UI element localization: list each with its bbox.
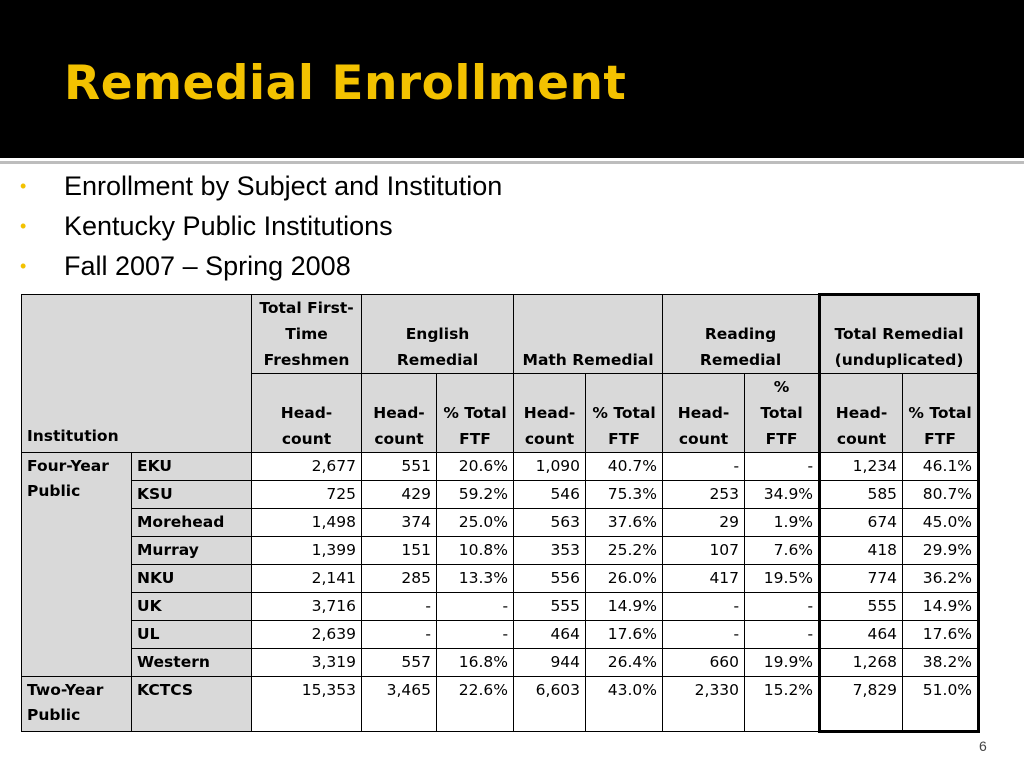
cell-math-headcount: 944 (514, 649, 586, 677)
cell-english-pct: 25.0% (437, 509, 514, 537)
cell-english-pct: 13.3% (437, 565, 514, 593)
remedial-enrollment-table (21, 293, 980, 733)
institution-name: Western (132, 649, 252, 677)
cell-math-pct: 26.0% (586, 565, 663, 593)
cell-math-pct: 17.6% (586, 621, 663, 649)
cell-english-pct: 59.2% (437, 481, 514, 509)
cell-reading-pct: - (745, 593, 820, 621)
bullet-item (20, 248, 502, 288)
institution-name: EKU (132, 453, 252, 481)
cell-total-pct: 46.1% (903, 453, 979, 481)
cell-reading-headcount: - (663, 593, 745, 621)
cell-math-headcount: 353 (514, 537, 586, 565)
cell-math-headcount: 546 (514, 481, 586, 509)
group-label: Four-Year Public (22, 453, 132, 677)
cell-total-pct: 38.2% (903, 649, 979, 677)
bullet-text: Fall 2007 – Spring 2008 (64, 251, 351, 281)
table-row (22, 537, 979, 565)
cell-reading-headcount: 660 (663, 649, 745, 677)
cell-english-headcount: 3,465 (362, 677, 437, 732)
header-pct-total-ftf: % Total FTF (586, 374, 663, 453)
cell-ftf: 1,399 (252, 537, 362, 565)
bullet-item (20, 168, 502, 208)
cell-total-headcount: 1,234 (820, 453, 903, 481)
table-row (22, 649, 979, 677)
cell-math-pct: 25.2% (586, 537, 663, 565)
cell-reading-pct: - (745, 453, 820, 481)
cell-reading-pct: 19.5% (745, 565, 820, 593)
header-headcount: Head-count (514, 374, 586, 453)
cell-total-headcount: 7,829 (820, 677, 903, 732)
cell-total-headcount: 555 (820, 593, 903, 621)
cell-math-headcount: 464 (514, 621, 586, 649)
cell-math-headcount: 1,090 (514, 453, 586, 481)
header-headcount: Head-count (663, 374, 745, 453)
cell-reading-headcount: - (663, 453, 745, 481)
table-row (22, 481, 979, 509)
table-row (22, 509, 979, 537)
group-label: Two-Year Public (22, 677, 132, 732)
cell-math-pct: 40.7% (586, 453, 663, 481)
cell-total-headcount: 774 (820, 565, 903, 593)
institution-name: UL (132, 621, 252, 649)
cell-ftf: 2,141 (252, 565, 362, 593)
cell-math-headcount: 555 (514, 593, 586, 621)
cell-total-pct: 17.6% (903, 621, 979, 649)
header-headcount: Head-count (252, 374, 362, 453)
cell-ftf: 725 (252, 481, 362, 509)
bullet-icon: • (20, 216, 27, 236)
bullet-text: Kentucky Public Institutions (64, 211, 393, 241)
table-row (22, 453, 979, 481)
cell-math-headcount: 6,603 (514, 677, 586, 732)
cell-math-pct: 26.4% (586, 649, 663, 677)
cell-reading-headcount: 2,330 (663, 677, 745, 732)
cell-reading-headcount: 253 (663, 481, 745, 509)
slide-title: Remedial Enrollment (64, 56, 627, 111)
cell-total-pct: 36.2% (903, 565, 979, 593)
cell-reading-headcount: - (663, 621, 745, 649)
cell-english-headcount: 557 (362, 649, 437, 677)
header-total-remedial: Total Remedial (unduplicated) (820, 295, 979, 374)
title-divider (0, 161, 1024, 164)
cell-reading-pct: 1.9% (745, 509, 820, 537)
cell-ftf: 3,716 (252, 593, 362, 621)
cell-english-headcount: 151 (362, 537, 437, 565)
cell-reading-headcount: 29 (663, 509, 745, 537)
cell-reading-headcount: 417 (663, 565, 745, 593)
cell-reading-pct: 15.2% (745, 677, 820, 732)
header-pct-total-ftf: % Total FTF (745, 374, 820, 453)
cell-ftf: 2,677 (252, 453, 362, 481)
cell-total-headcount: 1,268 (820, 649, 903, 677)
title-bar (0, 0, 1024, 158)
cell-english-pct: - (437, 593, 514, 621)
cell-total-headcount: 674 (820, 509, 903, 537)
slide-number: 6 (979, 738, 987, 754)
table-row (22, 565, 979, 593)
table-row (22, 593, 979, 621)
cell-math-headcount: 556 (514, 565, 586, 593)
table-row (22, 677, 979, 732)
cell-english-pct: 22.6% (437, 677, 514, 732)
cell-ftf: 1,498 (252, 509, 362, 537)
cell-total-pct: 45.0% (903, 509, 979, 537)
cell-english-pct: 10.8% (437, 537, 514, 565)
cell-english-headcount: 374 (362, 509, 437, 537)
cell-ftf: 15,353 (252, 677, 362, 732)
header-headcount: Head-count (362, 374, 437, 453)
cell-reading-pct: 19.9% (745, 649, 820, 677)
cell-english-headcount: 551 (362, 453, 437, 481)
cell-english-pct: - (437, 621, 514, 649)
institution-name: Murray (132, 537, 252, 565)
cell-reading-headcount: 107 (663, 537, 745, 565)
cell-ftf: 3,319 (252, 649, 362, 677)
cell-math-headcount: 563 (514, 509, 586, 537)
cell-total-pct: 80.7% (903, 481, 979, 509)
cell-math-pct: 43.0% (586, 677, 663, 732)
cell-english-headcount: 285 (362, 565, 437, 593)
table-row (22, 621, 979, 649)
header-math: Math Remedial (514, 295, 663, 374)
header-reading: Reading Remedial (663, 295, 820, 374)
bullet-icon: • (20, 176, 27, 196)
cell-english-headcount: - (362, 621, 437, 649)
cell-reading-pct: - (745, 621, 820, 649)
cell-total-headcount: 418 (820, 537, 903, 565)
cell-total-pct: 29.9% (903, 537, 979, 565)
institution-name: KSU (132, 481, 252, 509)
header-pct-total-ftf: % Total FTF (903, 374, 979, 453)
header-total-ftf: Total First-Time Freshmen (252, 295, 362, 374)
cell-reading-pct: 34.9% (745, 481, 820, 509)
header-pct-total-ftf: % Total FTF (437, 374, 514, 453)
cell-reading-pct: 7.6% (745, 537, 820, 565)
cell-ftf: 2,639 (252, 621, 362, 649)
institution-name: Morehead (132, 509, 252, 537)
cell-total-headcount: 464 (820, 621, 903, 649)
header-institution: Institution (22, 295, 252, 453)
bullet-item (20, 208, 502, 248)
header-headcount: Head-count (820, 374, 903, 453)
bullet-list (20, 168, 502, 288)
cell-total-pct: 14.9% (903, 593, 979, 621)
cell-math-pct: 37.6% (586, 509, 663, 537)
bullet-icon: • (20, 256, 27, 276)
header-english: English Remedial (362, 295, 514, 374)
cell-total-pct: 51.0% (903, 677, 979, 732)
cell-english-pct: 16.8% (437, 649, 514, 677)
bullet-text: Enrollment by Subject and Institution (64, 171, 503, 201)
cell-english-headcount: 429 (362, 481, 437, 509)
cell-math-pct: 14.9% (586, 593, 663, 621)
cell-english-pct: 20.6% (437, 453, 514, 481)
institution-name: NKU (132, 565, 252, 593)
cell-total-headcount: 585 (820, 481, 903, 509)
cell-english-headcount: - (362, 593, 437, 621)
institution-name: UK (132, 593, 252, 621)
institution-name: KCTCS (132, 677, 252, 732)
cell-math-pct: 75.3% (586, 481, 663, 509)
